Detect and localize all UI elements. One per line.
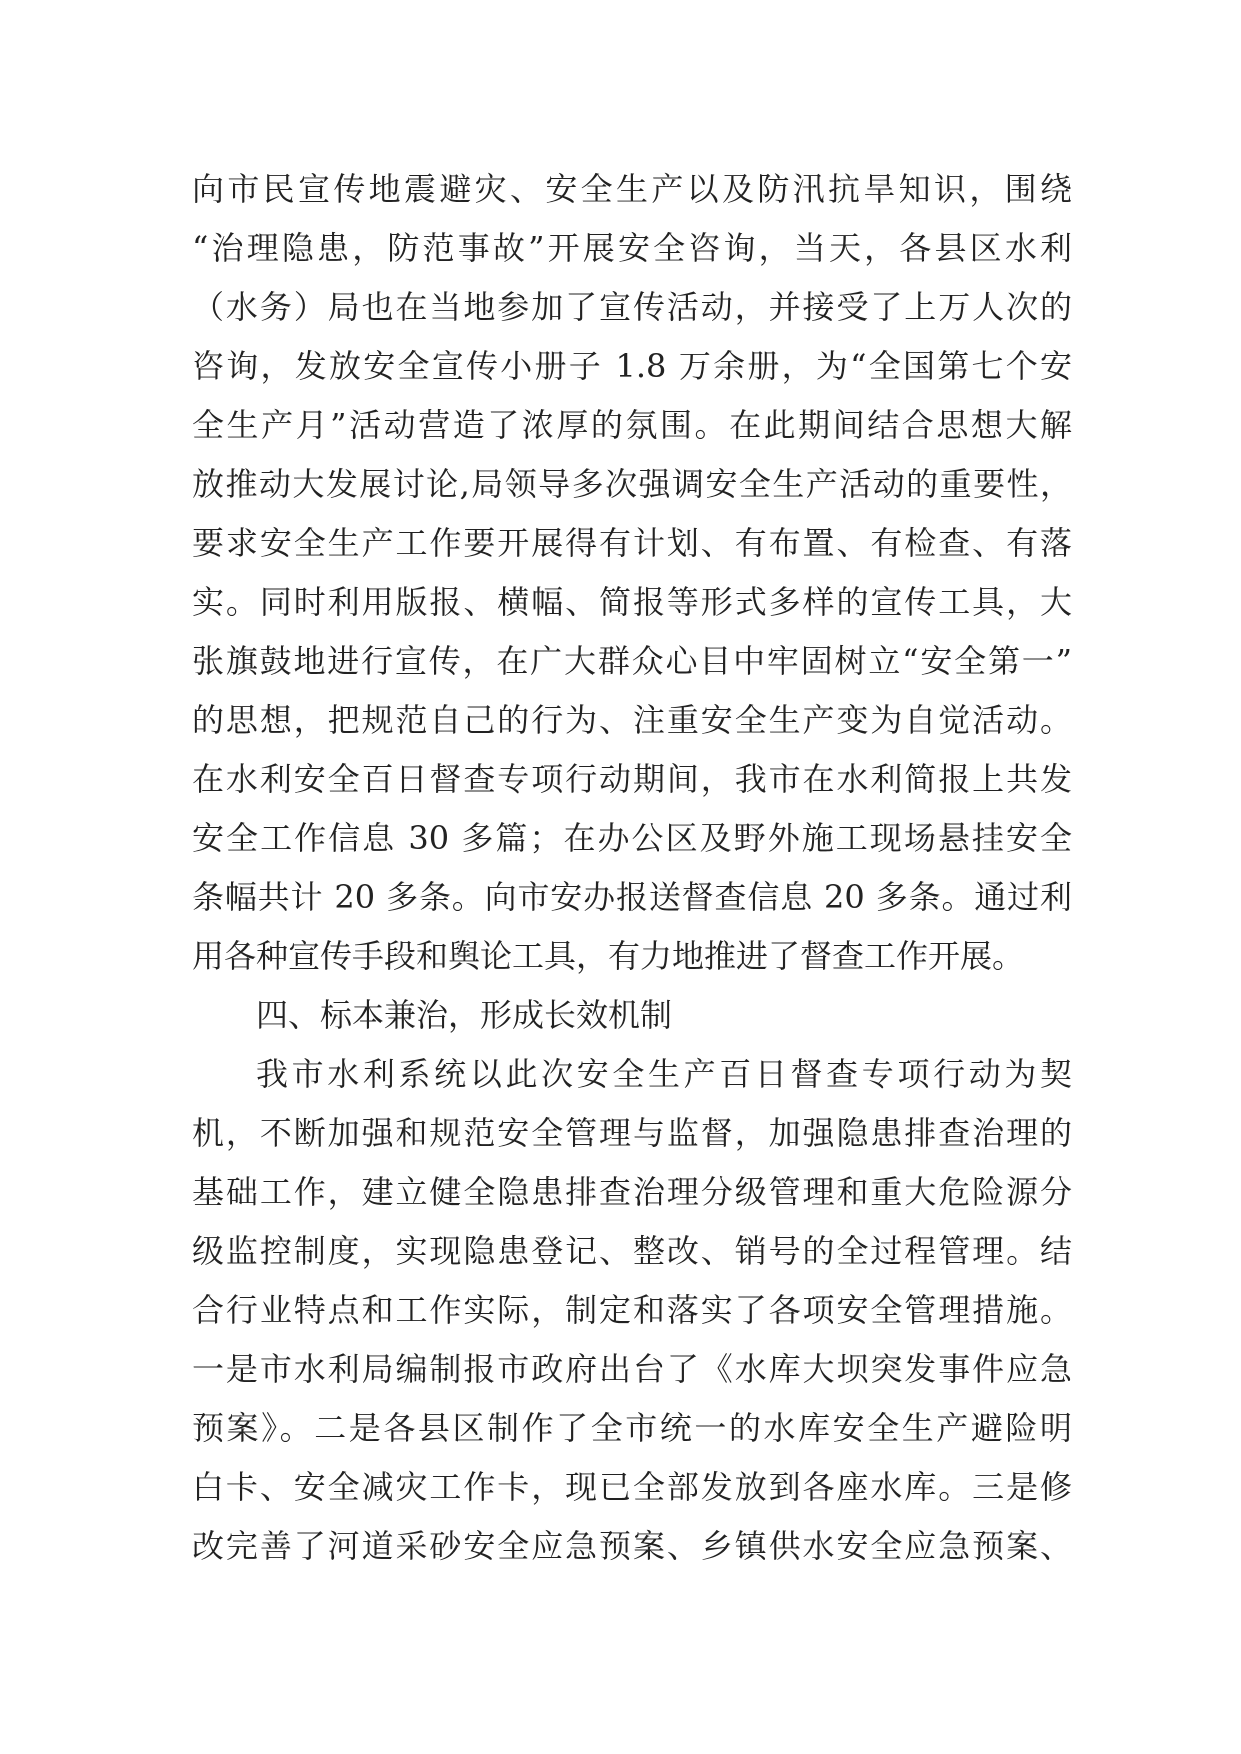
text-line: 的思想，把规范自己的行为、注重安全生产变为自觉活动。 <box>192 701 1072 739</box>
text-line: 白卡、安全减灾工作卡，现已全部发放到各座水库。三是修 <box>192 1468 1072 1506</box>
text-line: 条幅共计 20 多条。向市安办报送督查信息 20 多条。通过利 <box>192 878 1072 916</box>
text-line: 基础工作，建立健全隐患排查治理分级管理和重大危险源分 <box>192 1173 1072 1211</box>
text-line: 在水利安全百日督查专项行动期间，我市在水利简报上共发 <box>192 760 1072 798</box>
section-heading: 四、标本兼治，形成长效机制 <box>256 996 673 1034</box>
text-line: 放推动大发展讨论,局领导多次强调安全生产活动的重要性， <box>192 465 1072 503</box>
paragraph-start-line: 我市水利系统以此次安全生产百日督查专项行动为契 <box>256 1055 1072 1093</box>
text-line: 机，不断加强和规范安全管理与监督，加强隐患排查治理的 <box>192 1114 1072 1152</box>
text-line: 向市民宣传地震避灾、安全生产以及防汛抗旱知识，围绕 <box>192 170 1072 208</box>
text-line: 全生产月”活动营造了浓厚的氛围。在此期间结合思想大解 <box>192 406 1072 444</box>
text-line: 张旗鼓地进行宣传，在广大群众心目中牢固树立“安全第一” <box>192 642 1072 680</box>
text-line: 实。同时利用版报、横幅、简报等形式多样的宣传工具，大 <box>192 583 1072 621</box>
body-text <box>192 160 1072 1576</box>
text-line: 级监控制度，实现隐患登记、整改、销号的全过程管理。结 <box>192 1232 1072 1270</box>
text-line: 改完善了河道采砂安全应急预案、乡镇供水安全应急预案、 <box>192 1527 1072 1565</box>
text-line: “治理隐患，防范事故”开展安全咨询，当天，各县区水利 <box>192 229 1072 267</box>
text-line: 要求安全生产工作要开展得有计划、有布置、有检查、有落 <box>192 524 1072 562</box>
text-line: （水务）局也在当地参加了宣传活动，并接受了上万人次的 <box>192 288 1072 326</box>
text-line: 预案》。二是各县区制作了全市统一的水库安全生产避险明 <box>192 1409 1072 1447</box>
text-line: 安全工作信息 30 多篇；在办公区及野外施工现场悬挂安全 <box>192 819 1072 857</box>
text-line: 一是市水利局编制报市政府出台了《水库大坝突发事件应急 <box>192 1350 1072 1388</box>
text-line: 咨询，发放安全宣传小册子 1.8 万余册，为“全国第七个安 <box>192 347 1072 385</box>
text-line: 合行业特点和工作实际，制定和落实了各项安全管理措施。 <box>192 1291 1072 1329</box>
text-line: 用各种宣传手段和舆论工具，有力地推进了督查工作开展。 <box>192 937 1025 975</box>
